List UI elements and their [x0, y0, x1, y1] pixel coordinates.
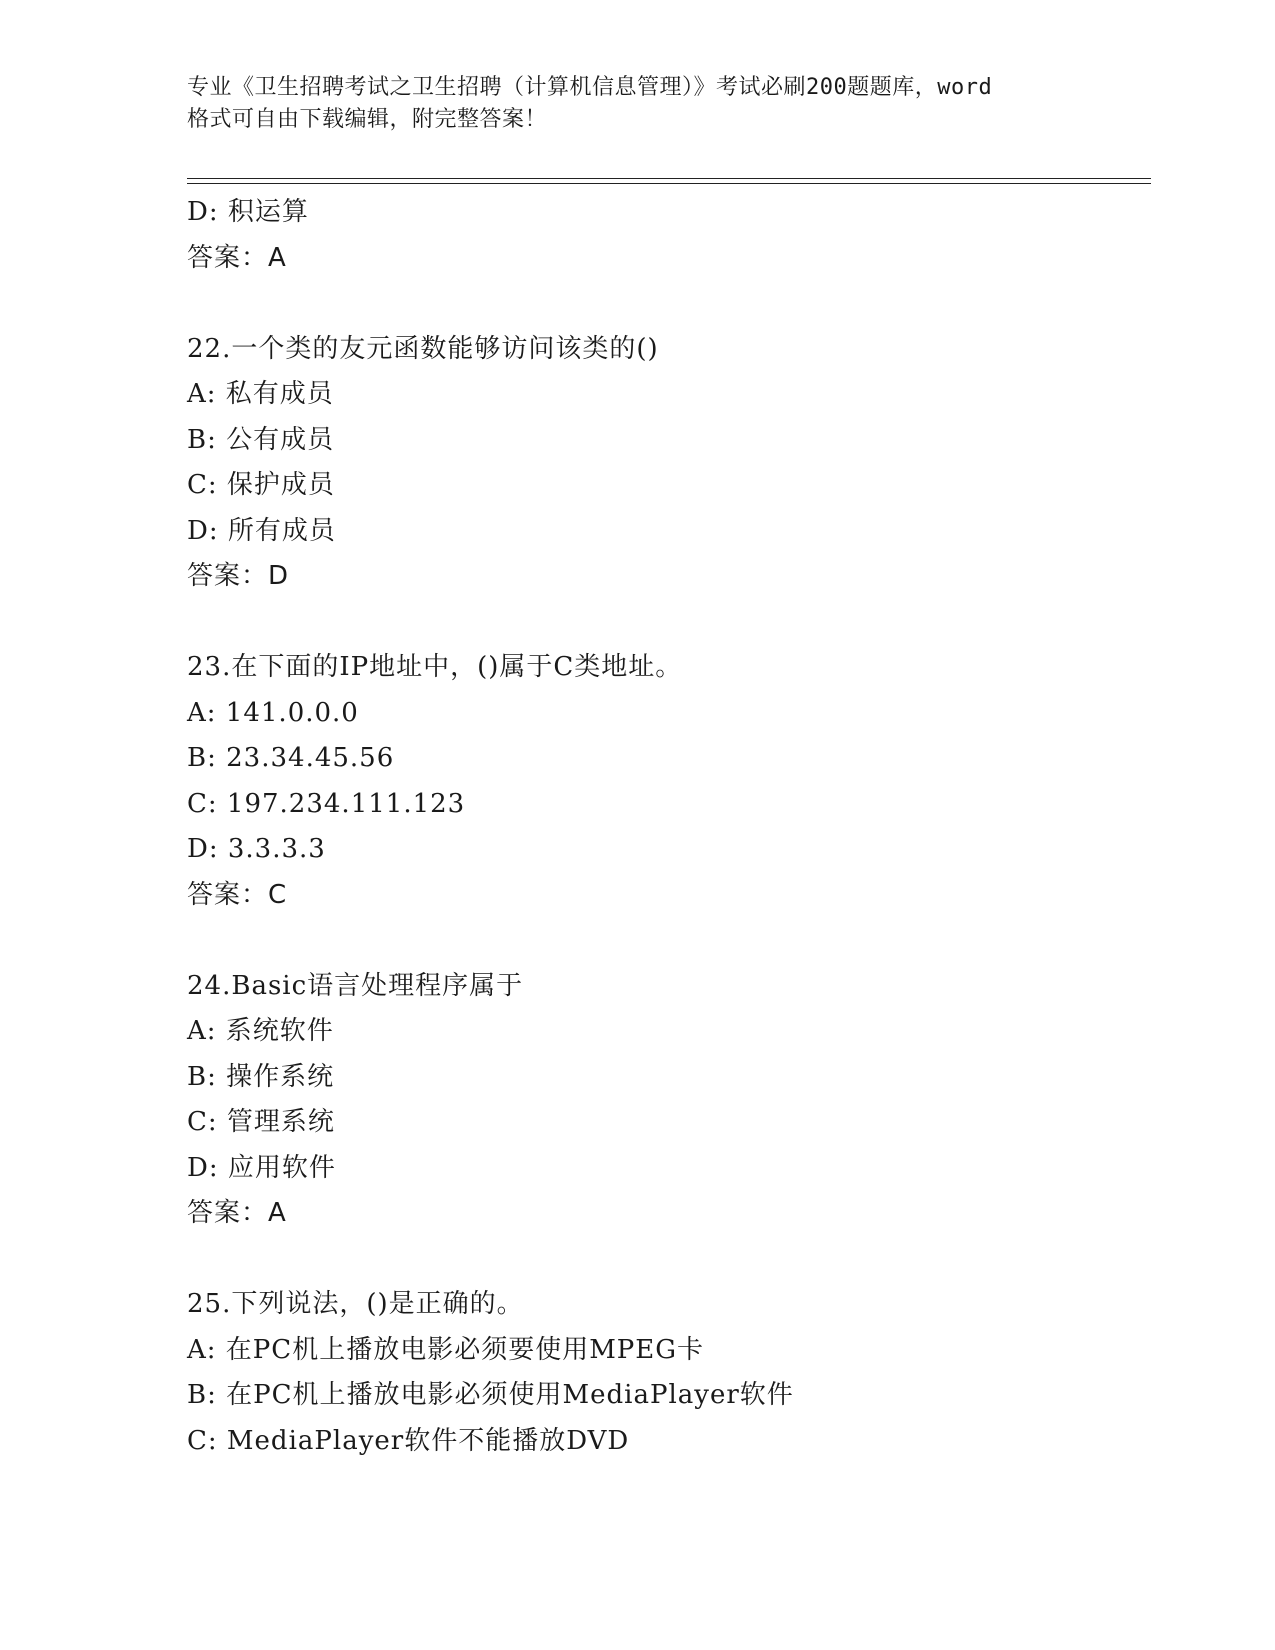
- option-b: B: 23.34.45.56: [187, 743, 395, 773]
- option-d: D: 所有成员: [187, 515, 336, 546]
- option-c: C: 197.234.111.123: [187, 788, 466, 819]
- option-b: B: 公有成员: [187, 424, 335, 455]
- option-d: D: 3.3.3.3: [187, 834, 326, 864]
- question-stem: 24.Basic语言处理程序属于: [187, 970, 524, 1001]
- option-d: D: 应用软件: [187, 1152, 336, 1183]
- document-header: [187, 72, 1087, 136]
- header-line-1: 专业《卫生招聘考试之卫生招聘（计算机信息管理）》考试必刷200题题库，word: [187, 75, 993, 100]
- option-a: A: 在PC机上播放电影必须要使用MPEG卡: [187, 1334, 705, 1365]
- question-stem: 25.下列说法，()是正确的。: [187, 1289, 524, 1319]
- document-body: [187, 190, 1151, 1464]
- header-line-2: 格式可自由下载编辑，附完整答案！: [187, 107, 548, 132]
- spacer: [187, 281, 1151, 327]
- answer-text: 答案：D: [187, 561, 290, 591]
- answer-text: 答案：A: [187, 1198, 287, 1228]
- question-stem: 23.在下面的IP地址中，()属于C类地址。: [187, 652, 683, 682]
- option-c: C: 管理系统: [187, 1107, 335, 1137]
- question-25: [187, 1282, 1151, 1464]
- option-a: A: 私有成员: [187, 379, 334, 409]
- header-divider-bottom: [187, 183, 1151, 184]
- spacer: [187, 600, 1151, 646]
- question-stem: 22.一个类的友元函数能够访问该类的(): [187, 333, 659, 364]
- answer-text: 答案：A: [187, 242, 287, 273]
- spacer: [187, 1237, 1151, 1283]
- option-c: C: MediaPlayer软件不能播放DVD: [187, 1425, 630, 1456]
- spacer: [187, 918, 1151, 964]
- question-23: [187, 645, 1151, 918]
- option-c: C: 保护成员: [187, 470, 335, 500]
- option-a: A: 141.0.0.0: [187, 697, 359, 728]
- option-b: B: 在PC机上播放电影必须使用MediaPlayer软件: [187, 1380, 794, 1410]
- option-b: B: 操作系统: [187, 1061, 335, 1092]
- option-text: D: 积运算: [187, 197, 309, 227]
- option-a: A: 系统软件: [187, 1016, 334, 1046]
- question-22: [187, 327, 1151, 600]
- answer-text: 答案：C: [187, 879, 288, 910]
- question-24: [187, 964, 1151, 1237]
- header-divider-top: [187, 178, 1151, 179]
